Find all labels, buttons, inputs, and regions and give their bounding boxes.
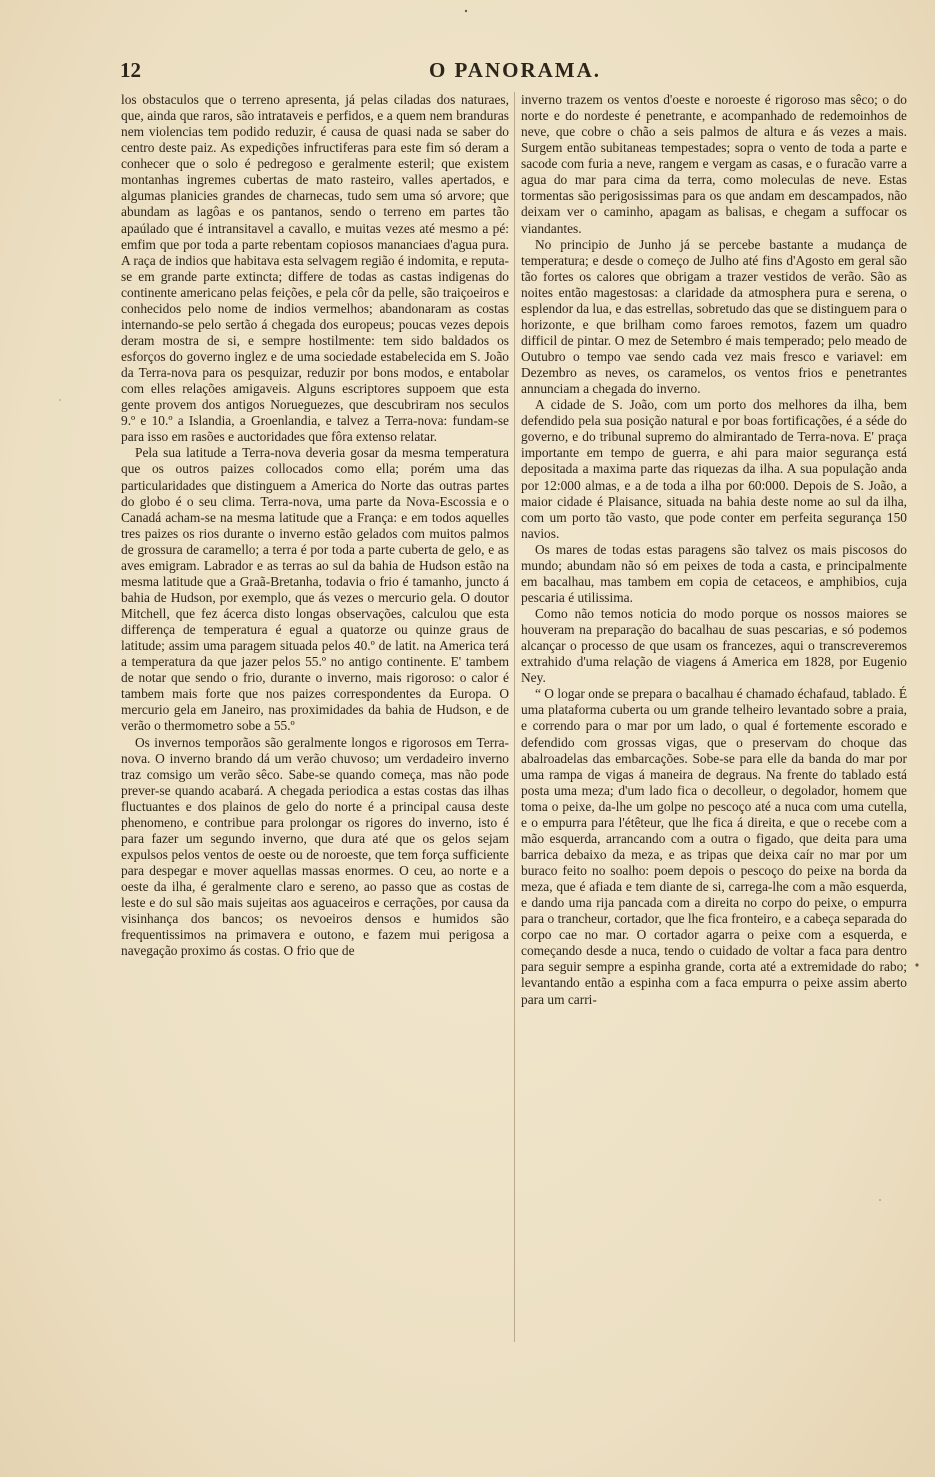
right-paragraph-1: inverno trazem os ventos d'oeste e noroeste é rigoroso mas sêco; o do norte e do nordeste é penetrante, e acompanhado de redemoinhos de neve, que cobre o chão a seis palmos de altura e ás vezes a mais. Surgem então subitaneas tempestades; sopra o vento de toda a parte e sacode com furia a neve, rangem e vergam as casas, e o furacão varre a agua do mar para cima da terra, como moleculas de neve. Estas tormentas são perigosissimas para os que andam em descampados, não deixam ver o caminho, apagam as balisas, e chegam a suffocar os viandantes. bbox=[521, 92, 907, 236]
left-paragraph-3: Os invernos temporãos são geralmente longos e rigorosos em Terra-nova. O inverno brando dá um verão chuvoso; um verdadeiro inverno traz comsigo um verão sêco. Sabe-se quando começa, mas não pode prever-se quando acabará. A chegada periodica a estas costas das ilhas fluctuantes e dos plainos de gelo do norte é a principal causa deste phenomeno, e contribue para prolongar os rigores do inverno, isto é para fazer um segundo inverno, que dura até que os gelos sejam expulsos pelos ventos de oeste ou de noroeste, que tem força sufficiente para despegar e mover aquellas massas enormes. O ceu, ao norte e a oeste da ilha, é geralmente claro e sereno, ao passo que as costas de leste e do sul são mais sujeitas aos aguaceiros e cerrações, por causa da visinhança dos bancos; os nevoeiros densos e humidos são frequentissimos na primavera e outono, e fazem mui perigosa a navegação proximo ás costas. O frio que de bbox=[121, 734, 509, 959]
running-head bbox=[120, 58, 910, 84]
journal-title: O PANORAMA. bbox=[428, 58, 602, 82]
left-paragraph-1: los obstaculos que o terreno apresenta, já pelas ciladas dos naturaes, que, ainda que raros, são intrataveis e perfidos, e a quem nem branduras nem violencias tem podido reduzir, é causa de quasi nada se saber do centro deste paiz. As expedições infructiferas para este fim só deram a conhecer que o solo é pedregoso e geralmente esteril; que existem montanhas ingremes cubertas de mato rasteiro, valles apertados, e algumas planicies grandes de charnecas, tudo sem uma só arvore; que abundam as lagôas e os pantanos, sendo o terreno em partes tão apaúlado que é intransitavel a cavallo, e muitas vezes até mesmo a pé: emfim que por toda a parte rebentam copiosos mananciaes d'agua pura. A raça de indios que habitava esta selvagem região é indomita, e reputa-se em grande parte extincta; differe de todas as castas indigenas do continente americano pelas feições, e pela côr da pelle, são traiçoeiros e conhecidos pelo nome de indios vermelhos; abandonaram as costas internando-se pelo sertão á chegada dos europeus; poucas vezes depois deram mostra de si, e sempre hostilmente: tem sido baldados os esforços do governo inglez e de uma sociedade estabelecida em S. João da Terra-nova para os pesquizar, reduzir por bons modos, e entabolar com elles relações amigaveis. Alguns escriptores suppoem que esta gente provem dos antigos Norueguezes, que descubriram nos seculos 9.º e 10.º a Islandia, a Groenlandia, e talvez a Terra-nova: fundam-se para isso em rasões e auctoridades que fôra extenso relatar. bbox=[121, 92, 509, 445]
right-paragraph-5: Como não temos noticia do modo porque os nossos maiores se houveram na preparação do bacalhau de suas pescarias, e só podemos alcançar o processo de que usam os francezes, aqui o transcreveremos extrahido d'uma relação de viagens á America em 1828, por Eugenio Ney. bbox=[521, 606, 907, 686]
right-paragraph-4: Os mares de todas estas paragens são talvez os mais piscosos do mundo; abundam não só em peixes de toda a casta, e principalmente em bacalhau, mas tambem em copia de cetaceos, e amphibios, cuja pescaria é utilissima. bbox=[521, 541, 907, 605]
page-number: 12 bbox=[120, 58, 141, 82]
left-column bbox=[121, 92, 509, 959]
right-paragraph-3: A cidade de S. João, com um porto dos melhores da ilha, bem defendido pela sua posição natural e por boas fortificações, é a séde do governo, e do tribunal supremo do almirantado de Terra-nova. E' praça importante em tempo de guerra, e ahi para maior segurança está depositada a maxima parte das riquezas da ilha. A sua população anda por 12:000 almas, e a de toda a ilha por 60:000. Depois de S. João, a maior cidade é Plaisance, situada na bahia deste nome ao sul da ilha, com um porto tão vasto, que pode conter em perfeita segurança 150 navios. bbox=[521, 397, 907, 541]
right-column bbox=[521, 92, 907, 1008]
column-divider bbox=[514, 92, 515, 1342]
left-paragraph-2: Pela sua latitude a Terra-nova deveria gosar da mesma temperatura que os outros paizes collocados como ella; porém uma das particularidades que distinguem a America do Norte das outras partes do globo é o seu clima. Terra-nova, uma parte da Nova-Escossia e o Canadá acham-se na mesma latitude que a França: e em todos aquelles tres paizes os rios durante o inverno estão gelados com muitos palmos de grossura de caramello; a terra é por toda a parte cuberta de gelo, e as aves emigram. Labrador e as terras ao sul da bahia de Hudson estão na mesma latitude que a Graã-Bretanha, todavia o frio é tamanho, juncto á bahia de Hudson, por exemplo, que ás vezes o mercurio gela. O doutor Mitchell, que fez ácerca disto longas observações, calculou que esta differença de temperatura é egual a quatorze ou quinze graus de latitude; assim uma paragem situada pelos 40.º de latit. na America terá a temperatura da que jazer pelos 55.º no antigo continente. E' tambem de notar que sendo o frio, durante o inverno, mais rigoroso: o calor é tambem mais forte que nos paizes correspondentes da Europa. O mercurio gela em Janeiro, nas proximidades da bahia de Hudson, e de verão o thermometro sobe a 55.º bbox=[121, 445, 509, 734]
right-paragraph-6: “ O logar onde se prepara o bacalhau é chamado échafaud, tablado. É uma plataforma cuberta ou um grande telheiro levantado sobre a praia, e correndo para o mar por um lado, o qual é fortemente escorado e defendido com grossas vigas, que o preservam do choque das abalroadelas das embarcações. Sobe-se para elle da banda do mar por uma rampa de vigas á maneira de degraus. Na frente do tablado está posta uma meza; d'um lado fica o decolleur, o degolador, homem que toma o peixe, da-lhe um golpe no pescoço até a nuca com uma cutella, e o empurra para l'étêteur, que lhe fica á direita, e que o recebe com a mão esquerda, arrancando com a outra o figado, que deita para uma barrica debaixo da meza, e as tripas que deixa caír no mar por um buraco feito no soalho: poem depois o pescoço do peixe na borda da meza, que é afiada e tem diante de si, carrega-lhe com a mão esquerda, e dando uma rija pancada com a direita no corpo do peixe, o empurra para o trancheur, cortador, que lhe fica fronteiro, e a cabeça separada do corpo cae no mar. O cortador agarra o peixe com a esquerda, e começando desde a nuca, tendo o cuidado de voltar a faca para dentro para seguir sempre a espinha grande, corta até a extremidade do rabo; levantando então a espinha com a faca empurra o peixe assim aberto para um carri- bbox=[521, 686, 907, 1007]
right-paragraph-2: No principio de Junho já se percebe bastante a mudança de temperatura; e desde o começo de Julho até fins d'Agosto em geral são tão fortes os calores que obrigam a trazer vestidos de verão. São as noites então magestosas: a claridade da atmosphera pura e serena, o esplendor da lua, e das estrellas, sobretudo das que se distinguem para o horizonte, e que brilham como faroes remotos, fazem um quadro difficil de pintar. O mez de Setembro é mais temperado; pelo meado de Outubro o tempo vae sendo cada vez mais fresco e variavel: em Dezembro as neves, os caramelos, os ventos frios e penetrantes annunciam a chegada do inverno. bbox=[521, 236, 907, 397]
